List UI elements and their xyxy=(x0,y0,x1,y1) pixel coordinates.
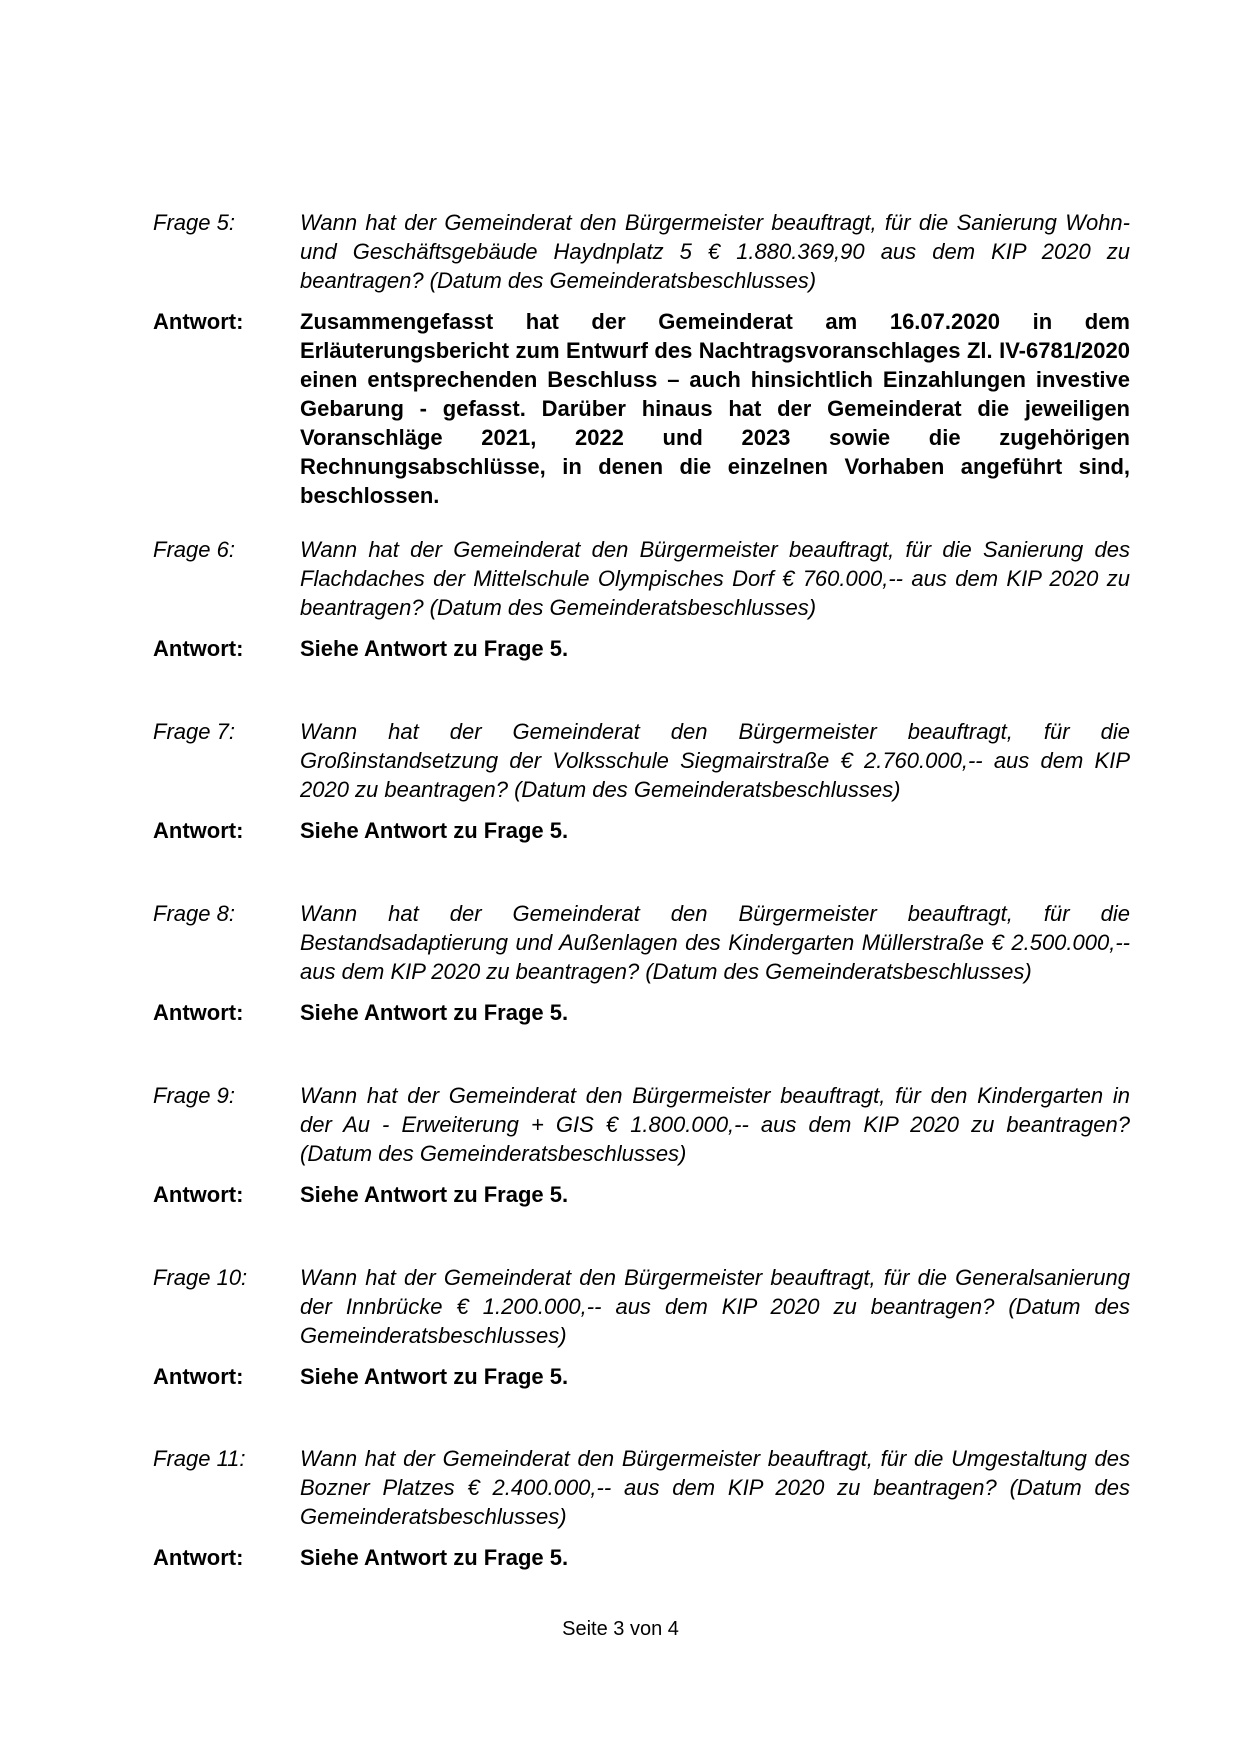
answer-row xyxy=(0,998,1241,1027)
question-text: Wann hat der Gemeinderat den Bürgermeister beauftragt, für die Generalsanierung der Innbrücke € 1.200.000,-- aus dem KIP 2020 zu beantragen? (Datum des Gemeinderatsbeschlusses) xyxy=(300,1265,1130,1348)
answer-row xyxy=(0,1362,1241,1391)
qa-block-frage-6 xyxy=(0,535,1241,663)
answer-label: Antwort: xyxy=(153,1545,244,1570)
answer-label: Antwort: xyxy=(153,636,244,661)
page-number-footer: Seite 3 von 4 xyxy=(562,1618,679,1640)
answer-label: Antwort: xyxy=(153,818,244,843)
answer-row xyxy=(0,816,1241,845)
question-label: Frage 10: xyxy=(153,1265,248,1290)
qa-block-frage-10 xyxy=(0,1263,1241,1391)
question-label: Frage 5: xyxy=(153,210,235,235)
answer-row xyxy=(0,1543,1241,1572)
answer-text: Zusammengefasst hat der Gemeinderat am 16.07.2020 in dem Erläuterungsbericht zum Entwurf des Nachtragsvoranschlages Zl. IV-6781/2020 einen entsprechenden Beschluss – auch hinsichtlich Einzahlungen investive Gebarung - gefasst. Darüber hinaus hat der Gemeinderat die jeweiligen Voranschläge 2021, 2022 und 2023 sowie die zugehörigen Rechnungsabschlüsse, in denen die einzelnen Vorhaben angeführt sind, beschlossen. xyxy=(300,309,1130,508)
question-text: Wann hat der Gemeinderat den Bürgermeister beauftragt, für die Großinstandsetzung der Volksschule Siegmairstraße € 2.760.000,-- aus dem KIP 2020 zu beantragen? (Datum des Gemeinderatsbeschlusses) xyxy=(300,719,1130,802)
answer-text: Siehe Antwort zu Frage 5. xyxy=(300,818,569,843)
question-text: Wann hat der Gemeinderat den Bürgermeister beauftragt, für den Kindergarten in der Au - Erweiterung + GIS € 1.800.000,-- aus dem KIP 2020 zu beantragen? (Datum des Gemeinderatsbeschlusses) xyxy=(300,1083,1130,1166)
question-row xyxy=(0,717,1241,804)
question-label: Frage 7: xyxy=(153,719,235,744)
answer-label: Antwort: xyxy=(153,1364,244,1389)
question-text: Wann hat der Gemeinderat den Bürgermeister beauftragt, für die Sanierung Wohn- und Geschäftsgebäude Haydnplatz 5 € 1.880.369,90 aus dem KIP 2020 zu beantragen? (Datum des Gemeinderatsbeschlusses) xyxy=(300,210,1130,293)
question-text: Wann hat der Gemeinderat den Bürgermeister beauftragt, für die Bestandsadaptierung und Außenlagen des Kindergarten Müllerstraße € 2.500.000,-- aus dem KIP 2020 zu beantragen? (Datum des Gemeinderatsbeschlusses) xyxy=(300,901,1130,984)
question-row xyxy=(0,899,1241,986)
question-row xyxy=(0,535,1241,622)
answer-label: Antwort: xyxy=(153,309,244,334)
question-row xyxy=(0,1263,1241,1350)
answer-text: Siehe Antwort zu Frage 5. xyxy=(300,1545,569,1570)
answer-text: Siehe Antwort zu Frage 5. xyxy=(300,1364,569,1389)
answer-row xyxy=(0,307,1241,510)
question-row xyxy=(0,1444,1241,1531)
qa-block-frage-5 xyxy=(0,208,1241,510)
qa-block-frage-7 xyxy=(0,717,1241,845)
question-text: Wann hat der Gemeinderat den Bürgermeister beauftragt, für die Sanierung des Flachdaches der Mittelschule Olympisches Dorf € 760.000,-- aus dem KIP 2020 zu beantragen? (Datum des Gemeinderatsbeschlusses) xyxy=(300,537,1130,620)
question-label: Frage 8: xyxy=(153,901,235,926)
question-text: Wann hat der Gemeinderat den Bürgermeister beauftragt, für die Umgestaltung des Bozner Platzes € 2.400.000,-- aus dem KIP 2020 zu beantragen? (Datum des Gemeinderatsbeschlusses) xyxy=(300,1446,1130,1529)
qa-block-frage-11 xyxy=(0,1444,1241,1572)
answer-row xyxy=(0,1180,1241,1209)
qa-block-frage-8 xyxy=(0,899,1241,1027)
qa-block-frage-9 xyxy=(0,1081,1241,1209)
answer-text: Siehe Antwort zu Frage 5. xyxy=(300,1000,569,1025)
question-row xyxy=(0,1081,1241,1168)
answer-row xyxy=(0,634,1241,663)
question-label: Frage 9: xyxy=(153,1083,235,1108)
answer-text: Siehe Antwort zu Frage 5. xyxy=(300,636,569,661)
answer-text: Siehe Antwort zu Frage 5. xyxy=(300,1182,569,1207)
answer-label: Antwort: xyxy=(153,1182,244,1207)
question-label: Frage 11: xyxy=(153,1446,246,1471)
question-label: Frage 6: xyxy=(153,537,235,562)
answer-label: Antwort: xyxy=(153,1000,244,1025)
question-row xyxy=(0,208,1241,295)
